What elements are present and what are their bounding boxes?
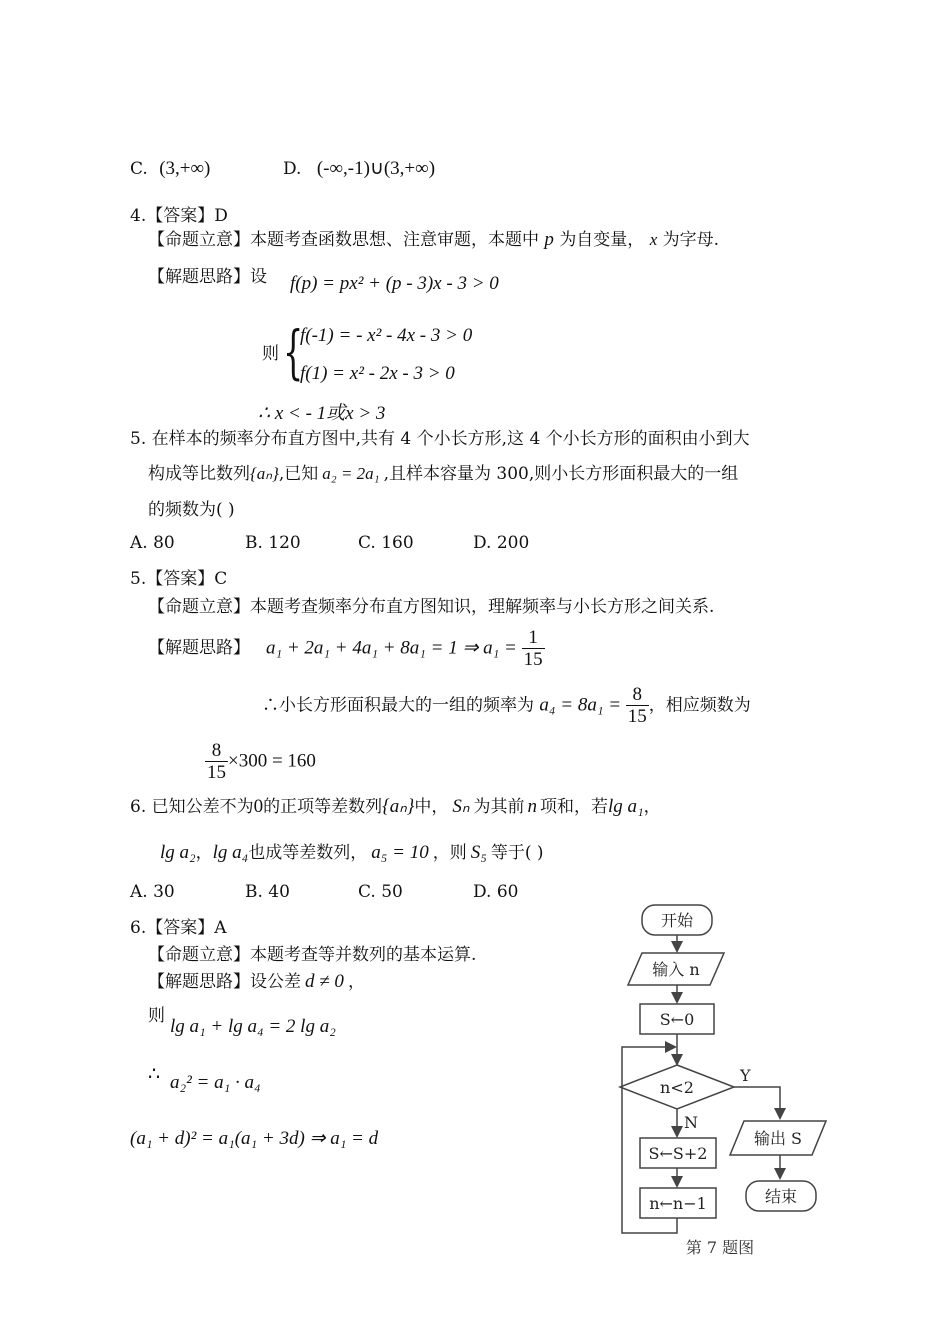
q5-option-c: C. 160: [358, 533, 414, 553]
text: ,已知: [278, 464, 319, 484]
sequence: {aₙ}: [382, 796, 415, 817]
a6-therefore: ∴: [148, 1063, 161, 1085]
text: ,且样本容量为 300,则小长方形面积最大的一组: [383, 464, 739, 484]
equation: a₄ = 8a₁ =: [539, 694, 626, 716]
a6-intent: [148, 944, 476, 966]
zero: 0: [253, 796, 264, 817]
intent-text: 为字母.: [662, 230, 720, 250]
then-label: 则: [262, 344, 279, 364]
a6-solution: [148, 971, 365, 993]
denominator: 15: [523, 649, 543, 670]
option-value: (3,+∞): [159, 158, 211, 179]
case-1: f(-1) = - x² - 4x - 3 > 0: [300, 325, 473, 346]
text: 的正项等差数列: [263, 797, 383, 817]
q4-conclusion: ∴ x < - 1或x > 3: [258, 403, 386, 424]
no-label: N: [684, 1113, 698, 1132]
q4-intent: [148, 229, 719, 251]
var-p: p: [544, 229, 554, 250]
equation: ×300 = 160: [228, 750, 316, 772]
q6-line-1: [130, 796, 661, 818]
init-label: S←0: [659, 1010, 695, 1029]
output-label: 输出 S: [753, 1129, 803, 1148]
text: 设公差: [250, 972, 301, 992]
end-label: 结束: [764, 1187, 798, 1206]
text: ∴小长方形面积最大的一组的频率为: [262, 695, 534, 716]
option-label: D.: [283, 159, 302, 179]
intent-text: 本题考查函数思想、注意审题，本题中: [250, 230, 539, 250]
solution-text: 设: [250, 267, 267, 287]
q4-solution-label: [148, 266, 267, 288]
fraction: [626, 684, 649, 727]
q3-option-d: [283, 158, 435, 180]
a6-eq-2: a₂² = a₁ · a₄: [170, 1072, 261, 1093]
text: 为其前: [473, 797, 525, 817]
text: ，相应频数为: [648, 695, 751, 716]
sn: Sₙ: [452, 796, 470, 817]
input-label: 输入 n: [652, 960, 700, 979]
f-definition: f(p) = px² + (p - 3)x - 3 > 0: [290, 273, 499, 294]
solution-label: 【解题思路】: [148, 267, 250, 287]
q4-answer: 4.【答案】D: [130, 206, 228, 226]
text: 构成等比数列: [148, 464, 250, 484]
update-s-label: S←S+2: [648, 1144, 708, 1163]
numerator: 1: [522, 627, 545, 649]
option-label: C.: [130, 159, 148, 179]
denominator: 15: [627, 706, 647, 727]
numerator: 8: [205, 740, 228, 762]
update-n-label: n←n−1: [649, 1194, 707, 1213]
text: 也成等差数列，: [248, 843, 368, 863]
lg-a4: lg a₄: [212, 842, 249, 863]
a5-eq: a₅ = 10: [371, 842, 429, 863]
a6-eq-1: lg a₁ + lg a₄ = 2 lg a₂: [170, 1016, 336, 1037]
text: ，: [195, 843, 213, 863]
a6-answer: 6.【答案】A: [130, 918, 227, 938]
q5-line-3: 的频数为( ): [148, 500, 235, 520]
a5-solution-label: 【解题思路】: [148, 638, 250, 658]
q5-option-b: B. 120: [245, 533, 301, 553]
left-brace: {: [283, 318, 304, 386]
var-x: x: [649, 230, 658, 249]
solution-label: 【解题思路】: [148, 972, 250, 992]
denominator: 15: [207, 762, 226, 783]
start-label: 开始: [660, 911, 694, 930]
q5-option-d: D. 200: [473, 533, 530, 553]
q5-line-2: [148, 463, 738, 485]
q5-line-1: 5. 在样本的频率分布直方图中,共有 4 个小长方形,这 4 个小长方形的面积由小到大: [130, 429, 750, 449]
text: ，: [643, 797, 661, 817]
fraction: [205, 740, 228, 783]
q6-line-2: [160, 842, 544, 864]
d-ne-zero: d ≠ 0: [305, 971, 344, 992]
equation: a₁ + 2a₁ + 4a₁ + 8a₁ = 1 ⇒ a₁ =: [266, 637, 522, 659]
text: ，则: [432, 843, 467, 863]
a6-eq-3: (a₁ + d)² = a₁(a₁ + 3d) ⇒ a₁ = d: [130, 1128, 379, 1149]
flowchart-figure: [612, 895, 852, 1269]
flowchart-svg: [612, 895, 852, 1265]
text: 等于( ): [490, 843, 544, 863]
lg-a2: lg a₂: [160, 842, 196, 863]
equation: a₂ = 2a₁: [322, 464, 380, 483]
case-2: f(1) = x² - 2x - 3 > 0: [300, 363, 455, 384]
intent-label: 【命题立意】: [148, 230, 250, 250]
text: 6. 已知公差不为: [130, 797, 254, 817]
q3-option-c: [130, 158, 210, 180]
q6-option-b: B. 40: [245, 882, 290, 902]
a5-line-2: [262, 684, 751, 728]
s5: S₅: [470, 842, 487, 863]
text: 中，: [414, 797, 449, 817]
intent-text: 为自变量，: [559, 230, 645, 250]
a5-answer: 5.【答案】C: [130, 569, 228, 589]
intent-label: 【命题立意】: [148, 945, 250, 965]
q6-option-a: A. 30: [130, 882, 175, 902]
numerator: 8: [626, 684, 649, 706]
intent-text: 本题考查等并数列的基本运算.: [250, 945, 477, 965]
a5-line-3: [205, 740, 316, 784]
figure-caption: 第 7 题图: [685, 1238, 755, 1257]
a5-intent: [148, 596, 714, 618]
lg-a1: lg a₁: [607, 796, 644, 817]
intent-text: 本题考查频率分布直方图知识，理解频率与小长方形之间关系.: [250, 597, 715, 617]
q6-option-d: D. 60: [473, 882, 519, 902]
option-value: (-∞,-1)∪(3,+∞): [316, 158, 436, 179]
yes-label: Y: [740, 1066, 751, 1085]
fraction: [522, 627, 545, 670]
decision-label: n<2: [660, 1078, 694, 1097]
q5-option-a: A. 80: [130, 533, 175, 553]
q6-option-c: C. 50: [358, 882, 403, 902]
var-n: n: [527, 796, 537, 817]
sequence: {aₙ}: [250, 464, 279, 483]
a5-equation-1: [266, 627, 545, 671]
text: ，: [347, 972, 365, 992]
a6-then: 则: [148, 1006, 165, 1026]
text: 项和，若: [539, 797, 608, 817]
intent-label: 【命题立意】: [148, 597, 250, 617]
